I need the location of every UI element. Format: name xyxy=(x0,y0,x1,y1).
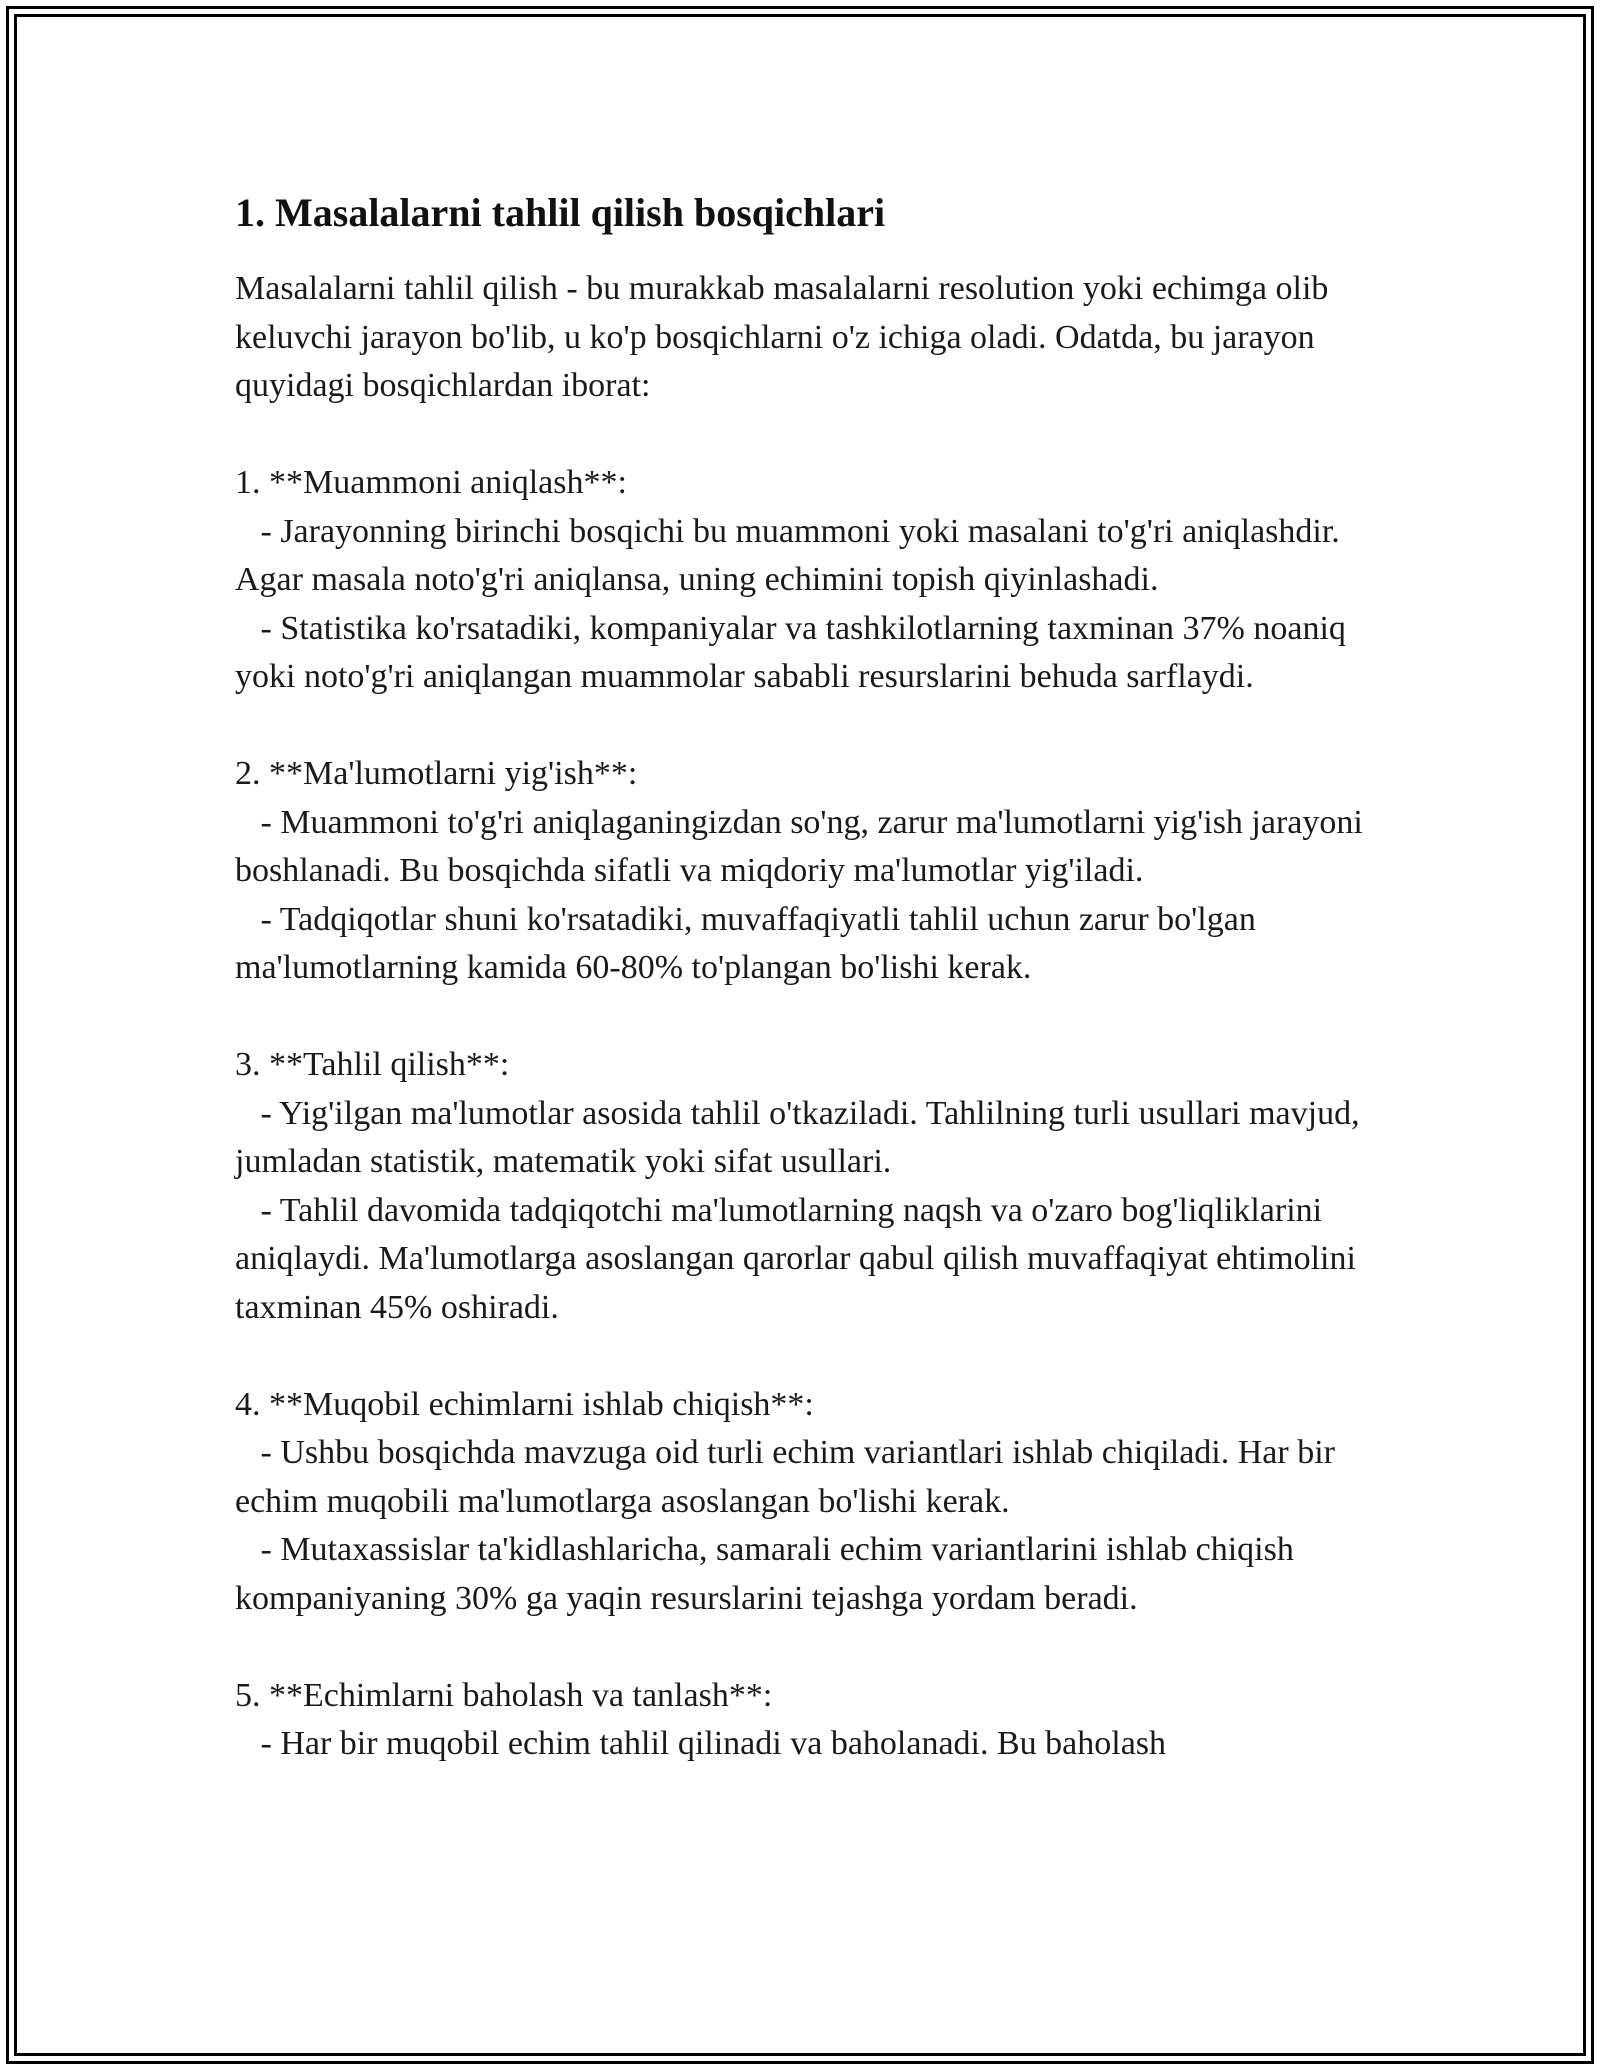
document-content xyxy=(235,185,1375,1769)
section-body: Masalalarni tahlil qilish - bu murakkab masalalarni resolution yoki echimga olib keluvchi jarayon bo'lib, u ko'p bosqichlarni o'z ichiga oladi. Odatda, bu jarayon quyidagi bosqichlardan iborat: 1. **Muammoni aniqlash**: - Jarayonning birinchi bosqichi bu muammoni yoki masalani to'g'ri aniqlashdir. Agar masala noto'g'ri aniqlansa, uning echimini topish qiyinlashadi. - Statistika ko'rsatadiki, kompaniyalar va tashkilotlarning taxminan 37% noaniq yoki noto'g'ri aniqlangan muammolar sababli resurslarini behuda sarflaydi. 2. **Ma'lumotlarni yig'ish**: - Muammoni to'g'ri aniqlaganingizdan so'ng, zarur ma'lumotlarni yig'ish jarayoni boshlanadi. Bu bosqichda sifatli va miqdoriy ma'lumotlar yig'iladi. - Tadqiqotlar shuni ko'rsatadiki, muvaffaqiyatli tahlil uchun zarur bo'lgan ma'lumotlarning kamida 60-80% to'plangan bo'lishi kerak. 3. **Tahlil qilish**: - Yig'ilgan ma'lumotlar asosida tahlil o'tkaziladi. Tahlilning turli usullari mavjud, jumladan statistik, matematik yoki sifat usullari. - Tahlil davomida tadqiqotchi ma'lumotlarning naqsh va o'zaro bog'liqliklarini aniqlaydi. Ma'lumotlarga asoslangan qarorlar qabul qilish muvaffaqiyat ehtimolini taxminan 45% oshiradi. 4. **Muqobil echimlarni ishlab chiqish**: - Ushbu bosqichda mavzuga oid turli echim variantlari ishlab chiqiladi. Har bir echim muqobili ma'lumotlarga asoslangan bo'lishi kerak. - Mutaxassislar ta'kidlashlaricha, samarali echim variantlarini ishlab chiqish kompaniyaning 30% ga yaqin resurslarini tejashga yordam beradi. 5. **Echimlarni baholash va tanlash**: - Har bir muqobil echim tahlil qilinadi va baholanadi. Bu baholash xyxy=(235,270,1363,1762)
section-heading: 1. Masalalarni tahlil qilish bosqichlari xyxy=(235,190,886,235)
